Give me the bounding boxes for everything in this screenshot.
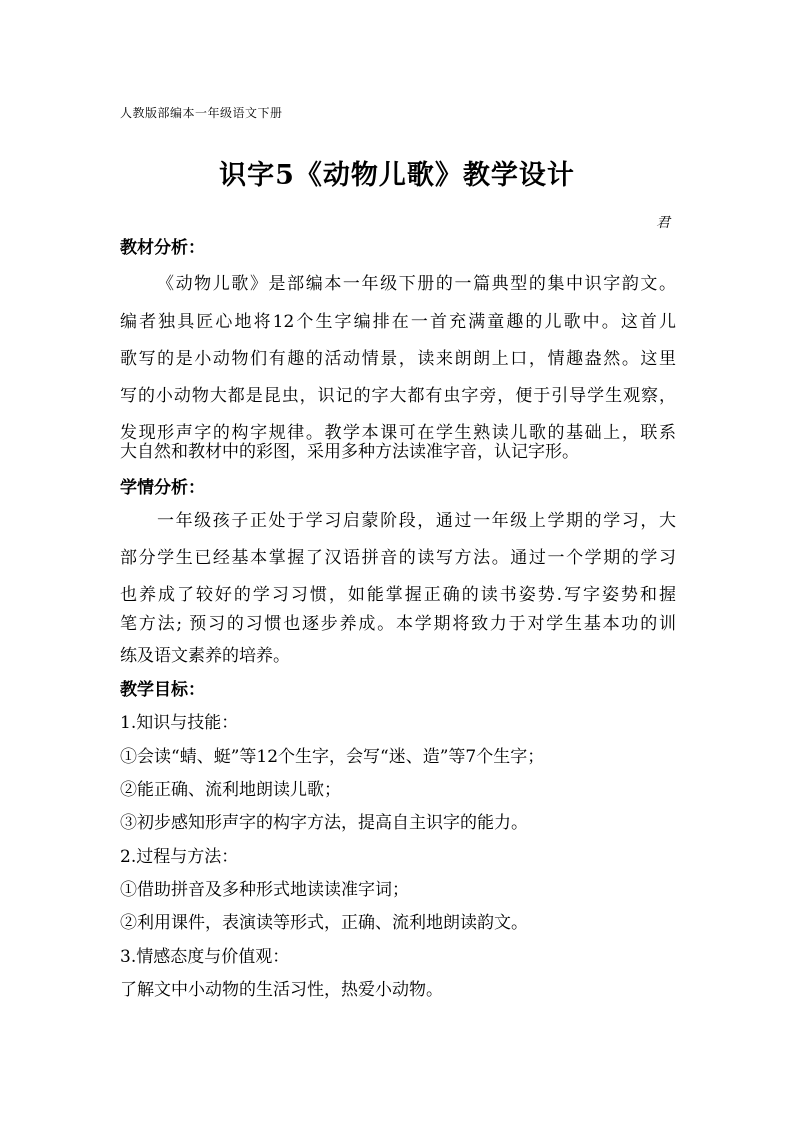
paragraph-line: 大自然和教材中的彩图，采用多种方法读准字音，认记字形。 (120, 442, 579, 462)
goal-item: 1.知识与技能： (120, 713, 239, 733)
goal-item: ③初步感知形声字的构字方法，提高自主识字的能力。 (120, 813, 528, 833)
goal-item: ①会读“蜻、蜓”等12个生字，会写“迷、造”等7个生字； (120, 747, 545, 767)
paragraph-line: 部分学生已经基本掌握了汉语拼音的读写方法。通过一个学期的学习 (120, 548, 676, 568)
goal-item: ①借助拼音及多种形式地读读准字词； (120, 880, 409, 900)
paragraph-line: 歌写的是小动物们有趣的活动情景，读来朗朗上口，情趣盎然。这里 (120, 349, 676, 369)
goal-item: 2.过程与方法： (120, 847, 239, 867)
paragraph-line: 练及语文素养的培养。 (120, 646, 290, 666)
document-title: 识字5《动物儿歌》教学设计 (219, 160, 575, 191)
section-heading-student-analysis: 学情分析： (120, 478, 205, 498)
paragraph-line: 一年级孩子正处于学习启蒙阶段，通过一年级上学期的学习，大 (157, 511, 676, 531)
paragraph-line: 也养成了较好的学习习惯，如能掌握正确的读书姿势.写字姿势和握 (120, 585, 676, 605)
goal-item: 3.情感态度与价值观： (120, 947, 290, 967)
paragraph-line: 笔方法; 预习的习惯也逐步养成。本学期将致力于对学生基本功的训 (120, 614, 676, 634)
goal-item: ②利用课件，表演读等形式，正确、流利地朗读韵文。 (120, 913, 528, 933)
section-heading-teaching-goals: 教学目标： (120, 680, 205, 700)
paragraph-line: 写的小动物大都是昆虫，识记的字大都有虫字旁，便于引导学生观察， (120, 386, 676, 406)
author-name: 君 (656, 215, 670, 231)
paragraph-line: 编者独具匠心地将12个生字编排在一首充满童趣的儿歌中。这首儿 (120, 312, 676, 332)
goal-item: ②能正确、流利地朗读儿歌； (120, 780, 341, 800)
paragraph-line: 《动物儿歌》是部编本一年级下册的一篇典型的集中识字韵文。 (157, 274, 676, 294)
page-header: 人教版部编本一年级语文下册 (120, 106, 283, 120)
goal-item: 了解文中小动物的生活习性，热爱小动物。 (120, 980, 443, 1000)
section-heading-textbook-analysis: 教材分析： (120, 238, 205, 258)
paragraph-line: 发现形声字的构字规律。教学本课可在学生熟读儿歌的基础上，联系 (120, 423, 676, 443)
